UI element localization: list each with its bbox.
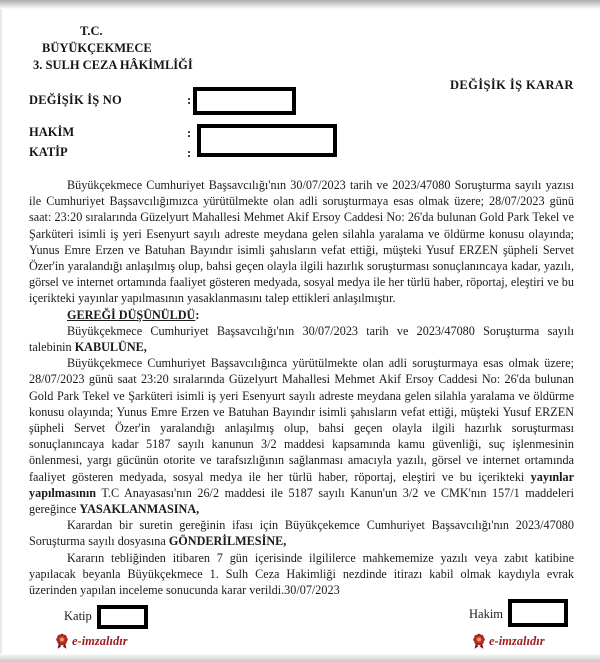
- scan-edge-left: [0, 9, 2, 654]
- colon-separator: :: [187, 146, 192, 160]
- field-label-case-no: DEĞİŞİK İŞ NO: [29, 93, 122, 107]
- signature-label-clerk: Katip: [64, 609, 92, 623]
- esign-text: e-imzalıdır: [489, 634, 545, 648]
- text-run: Büyükçekmece Cumhuriyet Başsavcılığı'nın 30/07/2023 tarih ve 2023/47080 Soruşturma sayılı talebinin: [29, 323, 574, 355]
- wax-seal-rosette-icon: [55, 633, 69, 650]
- body-paragraph: [29, 355, 574, 517]
- redaction-box-judge-signature: [508, 599, 568, 627]
- scan-edge-bottom: [0, 654, 600, 662]
- text-run: YASAKLANMASINA,: [79, 502, 200, 517]
- field-label-judge: HAKİM: [29, 125, 75, 139]
- text-run: T.C Anayasası'nın 26/2 maddesi ile 5187 sayılı Kanun'un 3/2 ve CMK'nın 157/1 maddeleri gereğince: [29, 485, 574, 517]
- text-run: Kararın tebliğinden itibaren 7 gün içerisinde ilgililerce mahkememize yazılı veya zabıt katibine yapılacak beyanla Büyükçekmece 1. Sulh Ceza Hakimliği nezdinde itirazı kabil olmak kaydıyla evrak üzerinden yapılan inceleme sonucunda karar verildi.30/07/2023: [29, 550, 574, 598]
- header-court-name: BÜYÜKÇEKMECE: [42, 41, 152, 55]
- redaction-box-judge-clerk: [197, 124, 337, 157]
- scan-edge-top: [0, 0, 600, 9]
- text-run: GEREĞİ DÜŞÜNÜLDÜ: [67, 307, 196, 322]
- text-run: Büyükçekmece Cumhuriyet Başsavcılığı'nın 30/07/2023 tarih ve 2023/47080 Soruşturma sayılı yazısı ile Cumhuriyet Başsavcılığımızca yürütülmekte olan adli soruşturmaya esas olmak üzere; 28/07/2023 günü saat: 23:20 sıralarında Güzelyurt Mahallesi Mehmet Akif Ersoy Caddesi No: 26'da bulunan Gold Park Tekel ve Şarküteri isimli iş yeri Esenyurt sayılı adreste meydana gelen silahla yaralama ve öldürme konusu olayında; Yunus Emre Erzen ve Batuhan Bayındır isimli şahısların vefat ettiği, müşteki Yusuf ERZEN şüpheli Servet Özer'in yaralandığı anlaşılmış olup, bahsi geçen olayla ilgili hazırlık soruşturması sonuçlanıncaya kadar, yazılı, görsel ve internet ortamında faaliyet gösteren medyada, sosyal medya ile her türlü haber, röportaj, eleştiri ve bu içerikteki yayınlar yapılmasının yasaklanmasını talep ettikleri anlaşılmıştır.: [29, 178, 574, 306]
- text-run: Karardan bir suretin gereğinin ifası için Büyükçekemce Cumhuriyet Başsavcılığı'nın 2023/47080 Soruşturma sayılı dosyasına: [29, 518, 574, 549]
- text-run: GÖNDERİLMESİNE,: [168, 534, 287, 549]
- body-paragraph: [29, 323, 574, 355]
- signature-label-judge: Hakim: [469, 607, 504, 621]
- section-heading: [29, 307, 574, 323]
- redaction-box-clerk-signature: [97, 605, 148, 629]
- esign-text: e-imzalıdır: [72, 634, 128, 648]
- header-court-division: 3. SULH CEZA HÂKİMLİĞİ: [33, 58, 193, 72]
- body-paragraph: [29, 517, 574, 549]
- body-paragraph: [29, 177, 574, 307]
- decision-body-text: [29, 177, 574, 598]
- header-republic-abbrev: T.C.: [80, 24, 103, 38]
- text-run: KABULÜNE,: [74, 340, 147, 355]
- text-run: Büyükçekmece Cumhuriyet Başsavcılığınca yürütülmekte olan adli soruşturmaya esas olmak üzere; 28/07/2023 günü saat 23:20 sıralarında Güzelyurt Mahallesi Mehmet Akif Ersoy Caddesi No: 26'da bulunan Gold Park Tekel ve Şarküteri isimli iş yeri Esenyurt sayılı adreste meydana gelen silahla yaralama ve öldürme konusu olayında; Yunus Emre Erzen ve Batuhan Bayındır isimli şahısların vefat ettiği, müşteki Yusuf ERZEN şüpheli Servet Özer'in yaralandığı anlaşılmış olup, bahsi geçen olayla ilgili hazırlık soruşturması sonuçlanıncaya kadar 5187 sayılı kanunun 3/2 maddesi kapsamında kamu güvenliği, suç işlenmesinin önlenmesi, yargı gücünün otorite ve tarafsızlığının sağlanması amacıyla yazılı, görsel ve internet ortamında faaliyet gösteren medyada, sosyal medya ile her türlü haber, röportaj, eleştiri ve bu içerikteki: [29, 356, 574, 484]
- document-type-title: DEĞİŞİK İŞ KARAR: [450, 78, 574, 92]
- field-label-clerk: KATİP: [29, 145, 68, 159]
- wax-seal-rosette-icon: [472, 633, 486, 650]
- redaction-box-case-no: [193, 87, 296, 115]
- body-paragraph: [29, 550, 574, 599]
- esignature-stamp-clerk: [55, 633, 128, 650]
- esignature-stamp-judge: [472, 633, 545, 650]
- colon-separator: :: [187, 93, 192, 107]
- text-run: :: [195, 307, 200, 322]
- colon-separator: :: [187, 126, 192, 140]
- text-run: yayınlar yapılmasının: [29, 469, 574, 500]
